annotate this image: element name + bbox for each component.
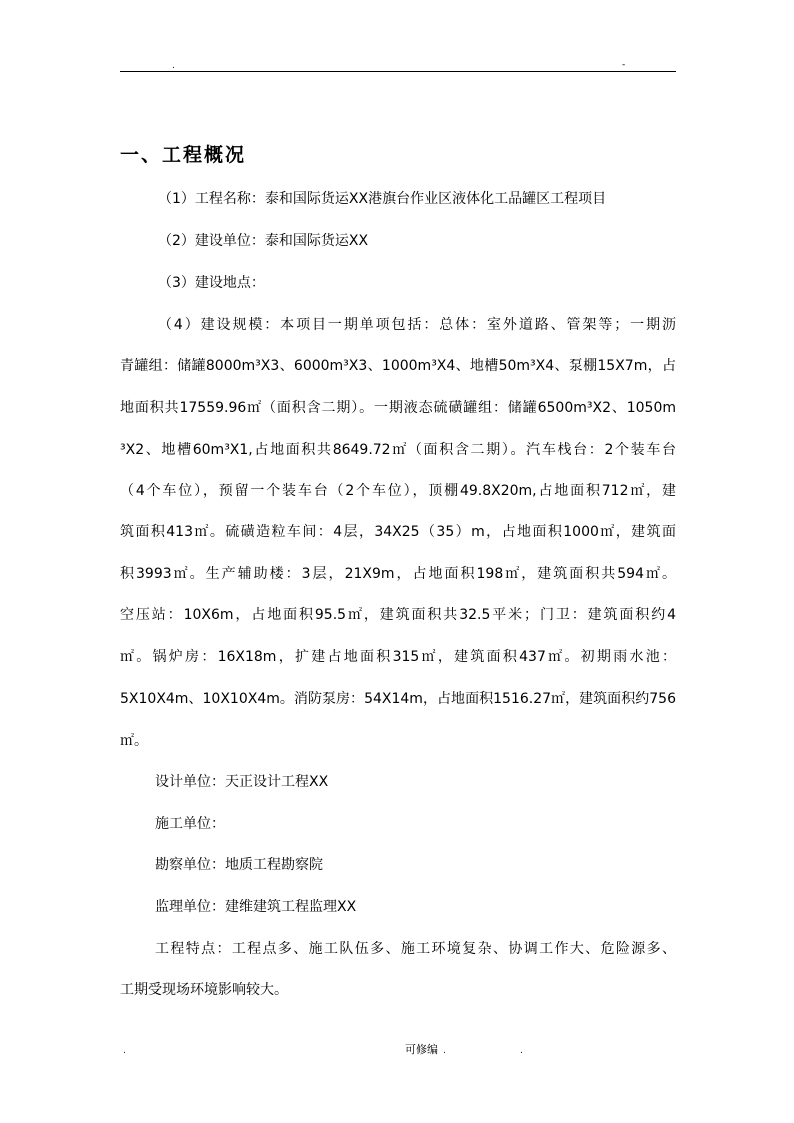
features-line-2: 工期受现场环境影响较大。 bbox=[120, 982, 288, 998]
section-title: 一、工程概况 bbox=[120, 144, 247, 166]
location-line: （3）建设地点： bbox=[158, 275, 265, 291]
supervision-unit-line: 监理单位：建维建筑工程监理XX bbox=[155, 899, 357, 915]
project-name-line: （1）工程名称：泰和国际货运XX港旗台作业区液体化工品罐区工程项目 bbox=[158, 191, 607, 207]
scale-line-11: ㎡。 bbox=[120, 733, 148, 749]
scale-line-4: ³X2、地槽60m³X1,占地面积共8649.72㎡（面积含二期）。汽车栈台：2个装车台 bbox=[120, 442, 676, 458]
survey-unit-line: 勘察单位：地质工程勘察院 bbox=[155, 857, 323, 873]
owner-line: （2）建设单位：泰和国际货运XX bbox=[158, 233, 369, 249]
design-unit-line: 设计单位：天正设计工程XX bbox=[155, 774, 329, 790]
footer-right-mark: . bbox=[520, 1046, 523, 1056]
footer-editable-label: 可修编 bbox=[405, 1043, 438, 1056]
scale-line-8: 空压站：10X6m，占地面积95.5㎡，建筑面积共32.5平米；门卫：建筑面积约4 bbox=[120, 607, 676, 623]
scale-line-7: 积3993㎡。生产辅助楼：3层，21X9m，占地面积198㎡，建筑面积共594㎡。 bbox=[120, 566, 676, 582]
features-line-1: 工程特点：工程点多、施工队伍多、施工环境复杂、协调工作大、危险源多、 bbox=[155, 941, 676, 957]
header-left-mark: . bbox=[172, 61, 175, 71]
scale-line-10: 5X10X4m、10X10X4m。消防泵房：54X14m，占地面积1516.27㎡，建筑面积约756 bbox=[120, 691, 676, 707]
scale-line-2: 青罐组：储罐8000m³X3、6000m³X3、1000m³X4、地槽50m³X4、泵棚15X7m，占 bbox=[120, 358, 676, 374]
header-right-mark: - bbox=[622, 60, 626, 70]
header-rule bbox=[120, 71, 676, 72]
scale-line-9: ㎡。锅炉房：16X18m，扩建占地面积315㎡，建筑面积437㎡。初期雨水池： bbox=[120, 649, 676, 665]
construction-unit-line: 施工单位： bbox=[155, 816, 225, 832]
scale-line-3: 地面积共17559.96㎡（面积含二期）。一期液态硫磺罐组：储罐6500m³X2、1050m bbox=[120, 400, 676, 416]
footer-left-mark: . bbox=[123, 1046, 126, 1056]
scale-line-6: 筑面积413㎡。硫磺造粒车间：4层，34X25（35）m，占地面积1000㎡，建筑面 bbox=[120, 524, 676, 540]
scale-line-1: （4）建设规模：本项目一期单项包括：总体：室外道路、管架等；一期沥 bbox=[158, 317, 676, 333]
scale-line-5: （4个车位），预留一个装车台（2个车位），顶棚49.8X20m,占地面积712㎡，建 bbox=[120, 483, 676, 499]
footer-center-dot: . bbox=[443, 1046, 446, 1056]
